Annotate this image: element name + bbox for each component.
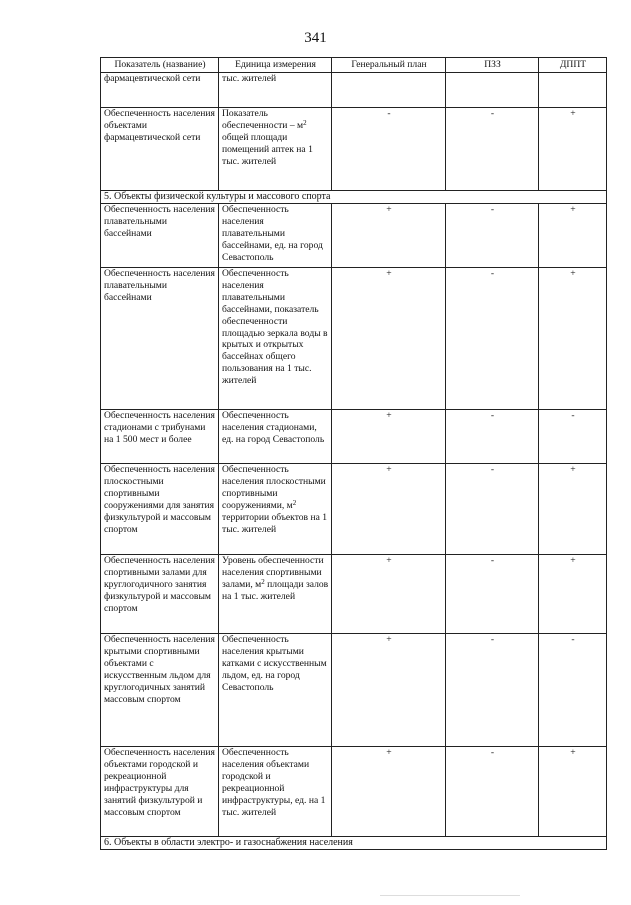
unit-cell: тыс. жителей <box>219 73 332 108</box>
indicator-cell: Обеспеченность населения плоскостными спортивными сооружениями для занятия физкультурой и массовым спортом <box>101 464 219 555</box>
unit-cell: Обеспеченность населения стадионами, ед. на город Севастополь <box>219 410 332 464</box>
pzz-cell: - <box>446 634 539 747</box>
dppt-cell: + <box>539 268 607 410</box>
table-row <box>101 108 607 191</box>
general-plan-cell <box>332 73 446 108</box>
header-pzz: ПЗЗ <box>446 58 539 73</box>
table-row <box>101 73 607 108</box>
dppt-cell: + <box>539 555 607 634</box>
indicator-cell: Обеспеченность населения плавательными бассейнами <box>101 204 219 268</box>
table-row <box>101 555 607 634</box>
dppt-cell: + <box>539 747 607 837</box>
general-plan-cell: + <box>332 634 446 747</box>
pzz-cell: - <box>446 555 539 634</box>
general-plan-cell: + <box>332 747 446 837</box>
pzz-cell: - <box>446 747 539 837</box>
table-row <box>101 464 607 555</box>
unit-cell: Показатель обеспеченности – $м^2$ общей площади помещений аптек на 1 тыс. жителей <box>219 108 332 191</box>
indicator-cell: фармацевтической сети <box>101 73 219 108</box>
dppt-cell: - <box>539 410 607 464</box>
section-title: 6. Объекты в области электро- и газоснабжения населения <box>101 837 607 850</box>
page-number: 341 <box>304 30 327 46</box>
section-row <box>101 191 607 204</box>
section-title: 5. Объекты физической культуры и массового спорта <box>101 191 607 204</box>
indicator-cell: Обеспеченность населения стадионами с трибунами на 1 500 мест и более <box>101 410 219 464</box>
dppt-cell: + <box>539 108 607 191</box>
general-plan-cell: + <box>332 555 446 634</box>
dppt-cell <box>539 73 607 108</box>
table-row <box>101 634 607 747</box>
pzz-cell: - <box>446 464 539 555</box>
indicator-cell: Обеспеченность населения спортивными залами для круглогодичного занятия физкультурой и массовым спортом <box>101 555 219 634</box>
section-row <box>101 837 607 850</box>
table-header-row <box>101 58 607 73</box>
indicator-cell: Обеспеченность населения крытыми спортивными объектами с искусственным льдом для круглогодичных занятий массовым спортом <box>101 634 219 747</box>
unit-cell: Уровень обеспеченности населения спортивными залами, $м^2$ площади залов на 1 тыс. жителей <box>219 555 332 634</box>
general-plan-cell: + <box>332 268 446 410</box>
pzz-cell: - <box>446 108 539 191</box>
general-plan-cell: + <box>332 464 446 555</box>
scan-edge-line <box>380 895 520 896</box>
header-dppt: ДППТ <box>539 58 607 73</box>
table-row <box>101 747 607 837</box>
dppt-cell: + <box>539 204 607 268</box>
indicator-table <box>100 57 607 850</box>
table-row <box>101 268 607 410</box>
pzz-cell: - <box>446 204 539 268</box>
pzz-cell: - <box>446 268 539 410</box>
dppt-cell: + <box>539 464 607 555</box>
unit-cell: Обеспеченность населения плавательными бассейнами, ед. на город Севастополь <box>219 204 332 268</box>
indicator-cell: Обеспеченность населения объектами фармацевтической сети <box>101 108 219 191</box>
pzz-cell: - <box>446 410 539 464</box>
general-plan-cell: + <box>332 204 446 268</box>
general-plan-cell: + <box>332 410 446 464</box>
unit-cell: Обеспеченность населения объектами городской и рекреационной инфраструктуры, ед. на 1 тыс. жителей <box>219 747 332 837</box>
dppt-cell: - <box>539 634 607 747</box>
general-plan-cell: - <box>332 108 446 191</box>
indicator-cell: Обеспеченность населения плавательными бассейнами <box>101 268 219 410</box>
unit-cell: Обеспеченность населения плавательными бассейнами, показатель обеспеченности площадью зеркала воды в крытых и открытых бассейнах общего пользования на 1 тыс. жителей <box>219 268 332 410</box>
unit-cell: Обеспеченность населения плоскостными спортивными сооружениями, $м^2$ территории объектов на 1 тыс. жителей <box>219 464 332 555</box>
indicator-cell: Обеспеченность населения объектами городской и рекреационной инфраструктуры для занятий физкультурой и массовым спортом <box>101 747 219 837</box>
table-row <box>101 204 607 268</box>
header-unit: Единица измерения <box>219 58 332 73</box>
table-row <box>101 410 607 464</box>
header-indicator: Показатель (название) <box>101 58 219 73</box>
unit-cell: Обеспеченность населения крытыми катками с искусственным льдом, ед. на город Севастополь <box>219 634 332 747</box>
pzz-cell <box>446 73 539 108</box>
header-general-plan: Генеральный план <box>332 58 446 73</box>
